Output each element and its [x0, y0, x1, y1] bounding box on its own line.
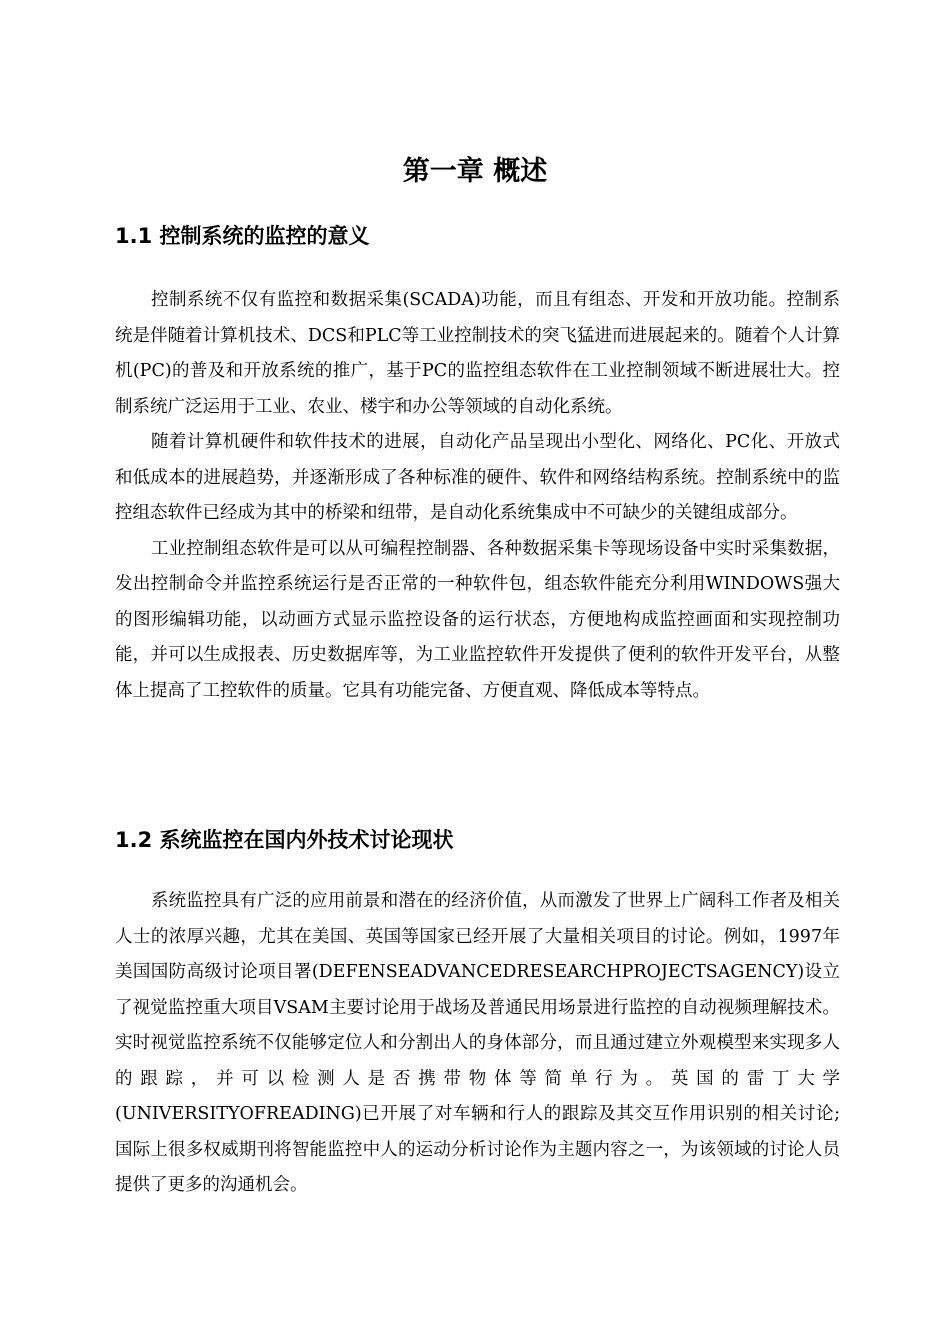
- section-body-1-1: [115, 283, 840, 709]
- paragraph: 工业控制组态软件是可以从可编程控制器、各种数据采集卡等现场设备中实时采集数据，发出控制命令并监控系统运行是否正常的一种软件包，组态软件能充分利用WINDOWS强大的图形编辑功能，以动画方式显示监控设备的运行状态，方便地构成监控画面和实现控制功能，并可以生成报表、历史数据库等，为工业监控软件开发提供了便利的软件开发平台，从整体上提高了工控软件的质量。它具有功能完备、方便直观、降低成本等特点。: [115, 538, 840, 701]
- paragraph: 系统监控具有广泛的应用前景和潜在的经济价值，从而激发了世界上广阔科工作者及相关人士的浓厚兴趣，尤其在美国、英国等国家已经开展了大量相关项目的讨论。例如，1997年美国国防高级讨论项目署(DEFENSEADVANCEDRESEARCHPROJECTSAGENCY)设立了视觉监控重大项目VSAM主要讨论用于战场及普通民用场景进行监控的自动视频理解技术。实时视觉监控系统不仅能够定位人和分割出人的身体部分，而且通过建立外观模型来实现多人的跟踪，并可以检测人是否携带物体等简单行为。英国的雷丁大学(UNIVERSITYOFREADING)已开展了对车辆和行人的跟踪及其交互作用识别的相关讨论;国际上很多权威期刊将智能监控中人的运动分析讨论作为主题内容之一，为该领域的讨论人员提供了更多的沟通机会。: [115, 891, 840, 1195]
- paragraph: 随着计算机硬件和软件技术的进展，自动化产品呈现出小型化、网络化、PC化、开放式和低成本的进展趋势，并逐渐形成了各种标准的硬件、软件和网络结构系统。控制系统中的监控组态软件已经成为其中的桥梁和纽带，是自动化系统集成中不可缺少的关键组成部分。: [115, 432, 840, 523]
- section-body-1-2: [115, 884, 840, 1204]
- section-heading-1-1: 1.1 控制系统的监控的意义: [115, 224, 370, 248]
- section-heading-1-2: 1.2 系统监控在国内外技术讨论现状: [115, 828, 454, 852]
- paragraph: 控制系统不仅有监控和数据采集(SCADA)功能，而且有组态、开发和开放功能。控制系统是伴随着计算机技术、DCS和PLC等工业控制技术的突飞猛进而进展起来的。随着个人计算机(PC)的普及和开放系统的推广，基于PC的监控组态软件在工业控制领域不断进展壮大。控制系统广泛运用于工业、农业、楼宇和办公等领域的自动化系统。: [115, 290, 840, 417]
- chapter-title: 第一章 概述: [402, 156, 548, 187]
